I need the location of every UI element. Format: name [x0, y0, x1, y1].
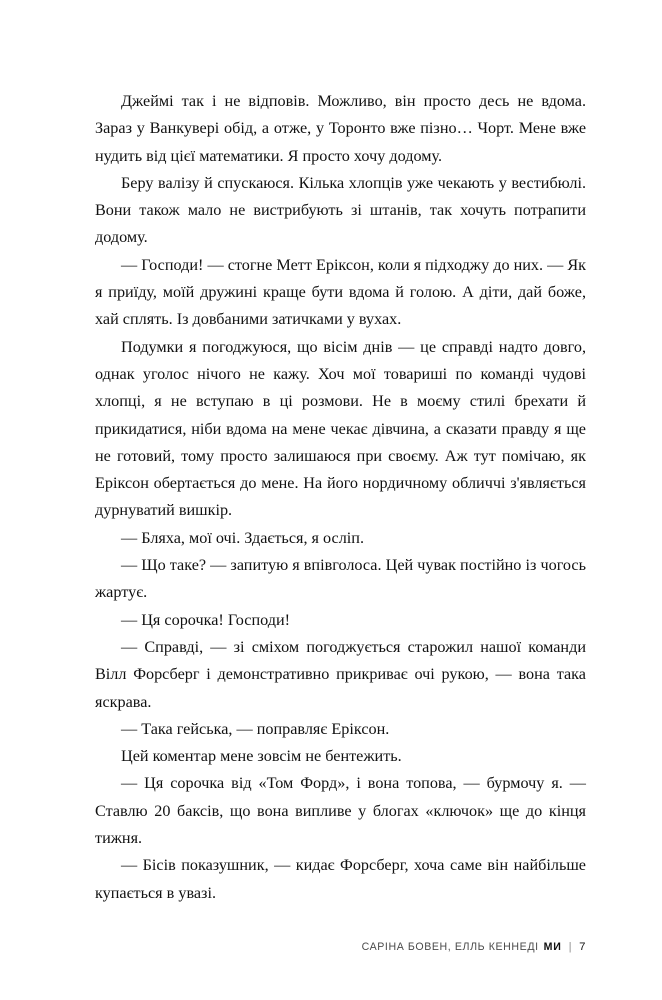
paragraph: — Бляха, мої очі. Здається, я осліп.: [121, 528, 365, 547]
page-number: 7: [579, 941, 586, 953]
page-footer: [95, 941, 586, 953]
footer-authors: САРІНА БОВЕН, ЕЛЛЬ КЕННЕДІ: [361, 941, 539, 953]
paragraph: — Така гейська, — поправляє Еріксон.: [121, 719, 390, 738]
page-body: [95, 88, 586, 907]
paragraph: — Ця сорочка! Господи!: [121, 610, 291, 629]
paragraph: — Бісів показушник, — кидає Форсберг, хоча саме він найбільше купається в увазі.: [95, 856, 586, 902]
paragraph: Цей коментар мене зовсім не бентежить.: [121, 747, 402, 766]
paragraph: Джеймі так і не відповів. Можливо, він просто десь не вдома. Зараз у Ванкувері обід, а отже, у Торонто вже пізно… Чорт. Мене вже нудить від цієї математики. Я просто хочу додому.: [95, 92, 586, 165]
paragraph: — Господи! — стогне Метт Еріксон, коли я підходжу до них. — Як я приїду, моїй дружині краще бути вдома й голою. А діти, дай боже, хай сплять. Із довбаними затичками у вухах.: [95, 255, 586, 329]
paragraph: — Що таке? — запитую я впівголоса. Цей чувак постійно із чогось жартує.: [95, 556, 586, 602]
footer-separator: |: [568, 941, 573, 953]
paragraph: — Ця сорочка від «Том Форд», і вона топова, — бурмочу я. — Ставлю 20 баксів, що вона випливе у блогах «ключок» ще до кінця тижня.: [95, 774, 586, 848]
paragraph: Беру валізу й спускаюся. Кілька хлопців уже чекають у вестибюлі. Вони також мало не вистрибують зі штанів, так хочуть потрапити додому.: [95, 173, 586, 247]
paragraph: Подумки я погоджуюся, що вісім днів — це справді надто довго, однак уголос нічого не кажу. Хоч мої товариші по команді чудові хлопці, я не вступаю в ці розмови. Не в моєму стилі брехати й прикидатися, ніби вдома на мене чекає дівчина, а сказати правду я ще не готовий, тому просто залишаюся при своєму. Аж тут помічаю, як Еріксон обертається до мене. На його нордичному обличчі з'являється дурнуватий вишкір.: [95, 337, 586, 520]
paragraph: — Справді, — зі сміхом погоджується старожил нашої команди Вілл Форсберг і демонстративно прикриває очі рукою, — вона така яскрава.: [95, 637, 586, 711]
footer-book-title: МИ: [543, 941, 562, 953]
